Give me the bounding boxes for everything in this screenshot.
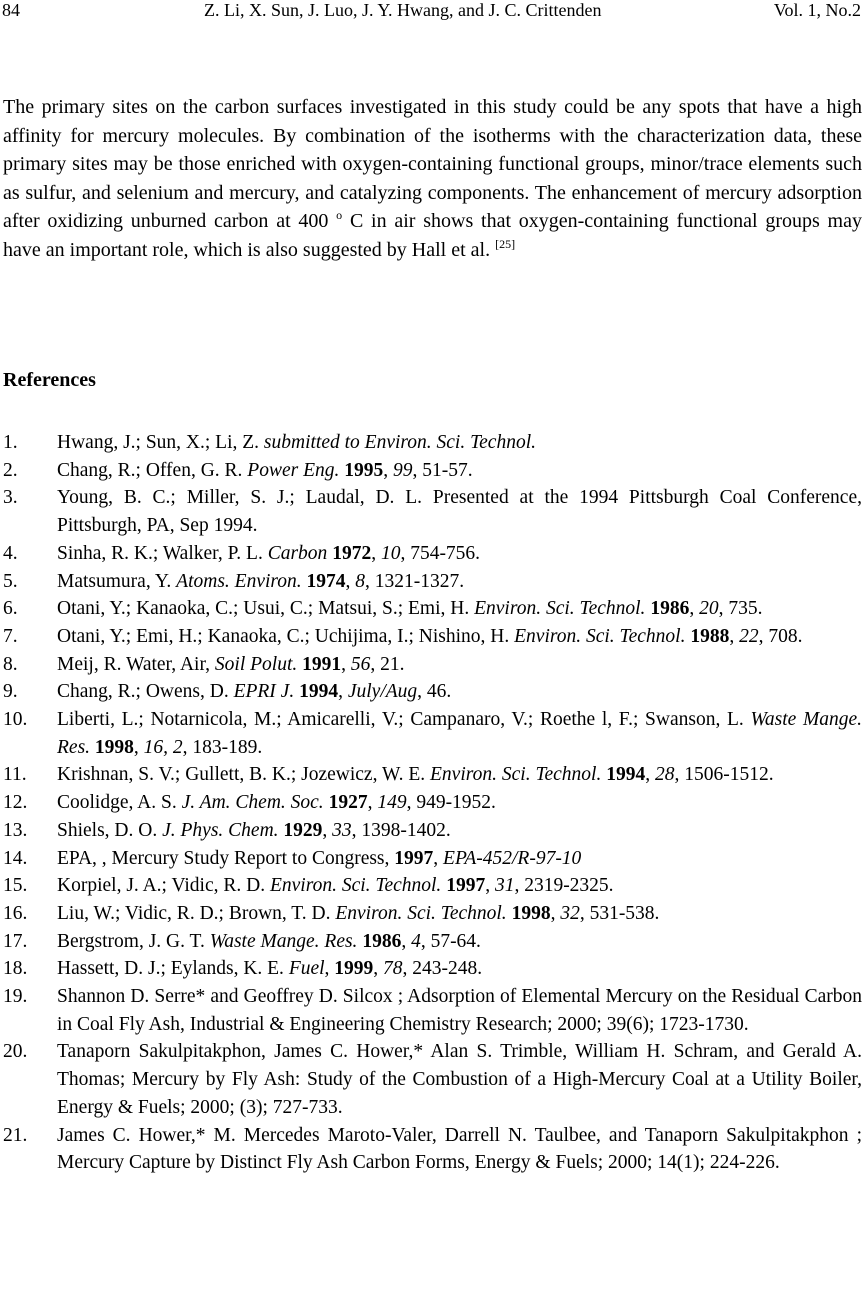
- reference-number: 20.: [3, 1041, 28, 1063]
- reference-text: , 243-248.: [402, 958, 483, 980]
- reference-year: 1974: [306, 570, 346, 592]
- reference-italic-text: 33: [332, 819, 352, 841]
- reference-text: Hwang, J.; Sun, X.; Li, Z.: [57, 432, 264, 453]
- reference-year: 1998: [511, 902, 551, 924]
- reference-text: ,: [371, 542, 381, 564]
- reference-number: 7.: [3, 625, 18, 647]
- reference-year: 1997: [394, 847, 434, 869]
- reference-text: , 1321-1327.: [365, 570, 465, 592]
- reference-italic-text: 28: [654, 764, 675, 786]
- reference-text: ,: [550, 902, 561, 924]
- reference-text: Liu, W.; Vidic, R. D.; Brown, T. D.: [57, 902, 336, 924]
- reference-item: [0, 845, 862, 873]
- reference-item: [0, 900, 862, 928]
- reference-number: 10.: [3, 709, 28, 731]
- reference-text: Shiels, D. O.: [57, 819, 163, 841]
- reference-italic-text: EPA-452/R-97-10: [443, 847, 582, 869]
- reference-year: 1997: [446, 875, 486, 897]
- reference-item: [0, 651, 862, 679]
- reference-year: 1986: [362, 930, 402, 952]
- reference-text: Meij, R. Water, Air,: [57, 653, 215, 675]
- reference-text: Liberti, L.; Notarnicola, M.; Amicarelli, V.; Campanaro, V.; Roethe l, F.; Swanson, L.: [57, 709, 751, 731]
- reference-number: 16.: [3, 902, 28, 924]
- reference-number: 11.: [3, 764, 27, 786]
- reference-item: [0, 872, 862, 900]
- reference-text: Otani, Y.; Kanaoka, C.; Usui, C.; Matsui, S.; Emi, H.: [57, 598, 475, 620]
- reference-item: [0, 789, 862, 817]
- reference-italic-text: Fuel: [288, 958, 325, 980]
- reference-italic-text: J. Am. Chem. Soc.: [181, 792, 324, 814]
- reference-item: [0, 595, 862, 623]
- reference-text: ,: [383, 459, 393, 481]
- reference-italic-text: submitted to Environ. Sci. Technol.: [263, 432, 536, 453]
- reference-item: [0, 1038, 862, 1121]
- reference-item: [0, 540, 862, 568]
- reference-italic-text: Environ. Sci. Technol.: [335, 902, 507, 924]
- reference-italic-text: 4: [411, 930, 421, 952]
- reference-text: ,: [485, 875, 495, 897]
- reference-item: [0, 706, 862, 761]
- reference-italic-text: Environ. Sci. Technol.: [514, 625, 686, 647]
- reference-text: Bergstrom, J. G. T.: [57, 930, 210, 952]
- reference-number: 2.: [3, 459, 18, 481]
- reference-item: [0, 928, 862, 956]
- reference-text: , 183-189.: [182, 736, 263, 758]
- reference-italic-text: July/Aug: [347, 681, 418, 703]
- reference-text: ,: [133, 736, 144, 758]
- reference-number: 15.: [3, 875, 28, 897]
- reference-italic-text: Waste Mange. Res.: [57, 709, 862, 758]
- reference-text: ,: [341, 653, 351, 675]
- reference-italic-text: 8: [355, 570, 366, 592]
- reference-text: , 1506-1512.: [674, 764, 774, 786]
- reference-number: 17.: [3, 930, 28, 952]
- reference-text: ,: [345, 570, 356, 592]
- reference-item: [0, 429, 862, 457]
- reference-number: 21.: [3, 1124, 28, 1146]
- reference-text: ,: [373, 958, 384, 980]
- reference-text: , 735.: [718, 598, 763, 620]
- reference-year: 1994: [299, 681, 339, 703]
- reference-year: 1998: [94, 736, 134, 758]
- reference-text: , 51-57.: [412, 459, 473, 481]
- reference-text: James C. Hower,* M. Mercedes Maroto-Valer, Darrell N. Taulbee, and Tanaporn Sakulpitakphon ; Mercury Capture by Distinct Fly Ash Carbon Forms, Energy & Fuels; 2000; 14(1); 224-226.: [57, 1124, 862, 1174]
- reference-number: 14.: [3, 847, 28, 869]
- reference-italic-text: 56: [350, 653, 371, 675]
- reference-italic-text: 22: [739, 625, 759, 647]
- reference-text: EPA, , Mercury Study Report to Congress,: [57, 847, 395, 869]
- reference-item: [0, 983, 862, 1038]
- reference-year: 1986: [650, 598, 690, 620]
- reference-italic-text: Atoms. Environ.: [176, 570, 302, 592]
- reference-italic-text: Environ. Sci. Technol.: [269, 875, 442, 897]
- reference-year: 1999: [334, 958, 374, 980]
- reference-italic-text: Environ. Sci. Technol.: [430, 764, 602, 786]
- reference-text: , 708.: [758, 625, 803, 647]
- reference-year: 1927: [328, 792, 368, 814]
- reference-number: 6.: [3, 598, 18, 620]
- reference-number: 18.: [3, 958, 28, 980]
- reference-year: 1994: [606, 764, 646, 786]
- reference-italic-text: 78: [383, 958, 403, 980]
- reference-text: Sinha, R. K.; Walker, P. L.: [57, 542, 268, 564]
- reference-text: , 754-756.: [400, 542, 481, 564]
- reference-italic-text: 16, 2: [143, 736, 183, 758]
- reference-text: Chang, R.; Owens, D.: [57, 681, 234, 703]
- reference-text: ,: [689, 598, 700, 620]
- reference-text: , 531-538.: [579, 902, 660, 924]
- reference-item: [0, 484, 862, 539]
- citation-superscript: [25]: [495, 236, 516, 251]
- reference-italic-text: Carbon: [267, 542, 328, 564]
- journal-volume: Vol. 1, No.2: [773, 0, 861, 20]
- reference-text: Korpiel, J. A.; Vidic, R. D.: [57, 875, 270, 897]
- reference-text: Coolidge, A. S.: [57, 792, 182, 814]
- reference-number: 12.: [3, 792, 28, 814]
- reference-text: ,: [324, 958, 335, 980]
- reference-text: ,: [433, 847, 444, 869]
- reference-year: 1991: [302, 653, 342, 675]
- page-number: 84: [2, 0, 20, 20]
- reference-number: 4.: [3, 542, 18, 564]
- reference-text: ,: [367, 792, 378, 814]
- references-heading: References: [3, 369, 96, 391]
- reference-text: Krishnan, S. V.; Gullett, B. K.; Jozewicz, W. E.: [57, 764, 431, 786]
- reference-item: [0, 623, 862, 651]
- degree-superscript: o: [336, 208, 343, 222]
- references-list: [0, 429, 862, 1177]
- body-paragraph: [3, 93, 862, 264]
- reference-text: Chang, R.; Offen, G. R.: [57, 459, 248, 481]
- reference-text: Matsumura, Y.: [57, 570, 177, 592]
- reference-item: [0, 678, 862, 706]
- reference-number: 5.: [3, 570, 18, 592]
- reference-text: , 949-1952.: [406, 792, 496, 814]
- reference-text: ,: [645, 764, 655, 786]
- reference-text: , 21.: [370, 653, 405, 675]
- reference-year: 1929: [283, 819, 323, 841]
- reference-number: 9.: [3, 681, 18, 703]
- reference-italic-text: 99: [393, 459, 413, 481]
- reference-year: 1995: [344, 459, 384, 481]
- reference-italic-text: 149: [377, 792, 407, 814]
- reference-text: ,: [322, 819, 333, 841]
- reference-italic-text: Waste Mange. Res.: [209, 930, 358, 952]
- reference-item: [0, 1122, 862, 1177]
- reference-number: 3.: [3, 487, 18, 509]
- reference-text: ,: [338, 681, 348, 703]
- reference-number: 13.: [3, 819, 28, 841]
- reference-text: Young, B. C.; Miller, S. J.; Laudal, D. L. Presented at the 1994 Pittsburgh Coal Conference, Pittsburgh, PA, Sep 1994.: [57, 487, 862, 537]
- reference-item: [0, 568, 862, 596]
- reference-text: , 46.: [417, 681, 452, 703]
- reference-italic-text: Power Eng.: [247, 459, 340, 481]
- reference-text: Tanaporn Sakulpitakphon, James C. Hower,* Alan S. Trimble, William H. Schram, and Gerald A. Thomas; Mercury by Fly Ash: Study of the Combustion of a High-Mercury Coal at a Utility Boiler, Energy & Fuels; 2000; (3); 727-733.: [57, 1041, 862, 1118]
- reference-year: 1988: [690, 625, 730, 647]
- reference-number: 1.: [3, 432, 18, 453]
- paragraph-text-part2: C in air shows that oxygen-containing functional groups may have an important role, which is also suggested by Hall et al.: [3, 210, 862, 261]
- reference-text: , 1398-1402.: [351, 819, 451, 841]
- reference-item: [0, 761, 862, 789]
- reference-year: 1972: [332, 542, 372, 564]
- reference-number: 19.: [3, 986, 28, 1008]
- reference-italic-text: Environ. Sci. Technol.: [474, 598, 646, 620]
- reference-text: , 2319-2325.: [514, 875, 614, 897]
- reference-item: [0, 955, 862, 983]
- reference-text: ,: [401, 930, 412, 952]
- reference-item: [0, 457, 862, 485]
- reference-text: ,: [729, 625, 740, 647]
- reference-italic-text: 32: [560, 902, 580, 924]
- reference-text: , 57-64.: [420, 930, 481, 952]
- reference-italic-text: 31: [494, 875, 515, 897]
- reference-text: Shannon D. Serre* and Geoffrey D. Silcox ; Adsorption of Elemental Mercury on the Residual Carbon in Coal Fly Ash, Industrial & Engineering Chemistry Research; 2000; 39(6); 1723-1730.: [57, 986, 862, 1035]
- reference-text: Otani, Y.; Emi, H.; Kanaoka, C.; Uchijima, I.; Nishino, H.: [57, 625, 515, 647]
- page-header: [0, 0, 865, 30]
- reference-number: 8.: [3, 653, 18, 675]
- reference-item: [0, 817, 862, 845]
- reference-italic-text: EPRI J.: [233, 681, 295, 703]
- reference-italic-text: J. Phys. Chem.: [162, 819, 279, 841]
- reference-italic-text: 20: [699, 598, 719, 620]
- running-head-authors: Z. Li, X. Sun, J. Luo, J. Y. Hwang, and J. C. Crittenden: [204, 0, 602, 20]
- paragraph-text-part1: The primary sites on the carbon surfaces investigated in this study could be any spots that have a high affinity for mercury molecules. By combination of the isotherms with the characterization data, these primary sites may be those enriched with oxygen-containing functional groups, minor/trace elements such as sulfur, and selenium and mercury, and catalyzing components. The enhancement of mercury adsorption after oxidizing unburned carbon at 400: [3, 96, 862, 232]
- reference-italic-text: Soil Polut.: [214, 653, 298, 675]
- reference-italic-text: 10: [380, 542, 401, 564]
- reference-text: Hassett, D. J.; Eylands, K. E.: [57, 958, 289, 980]
